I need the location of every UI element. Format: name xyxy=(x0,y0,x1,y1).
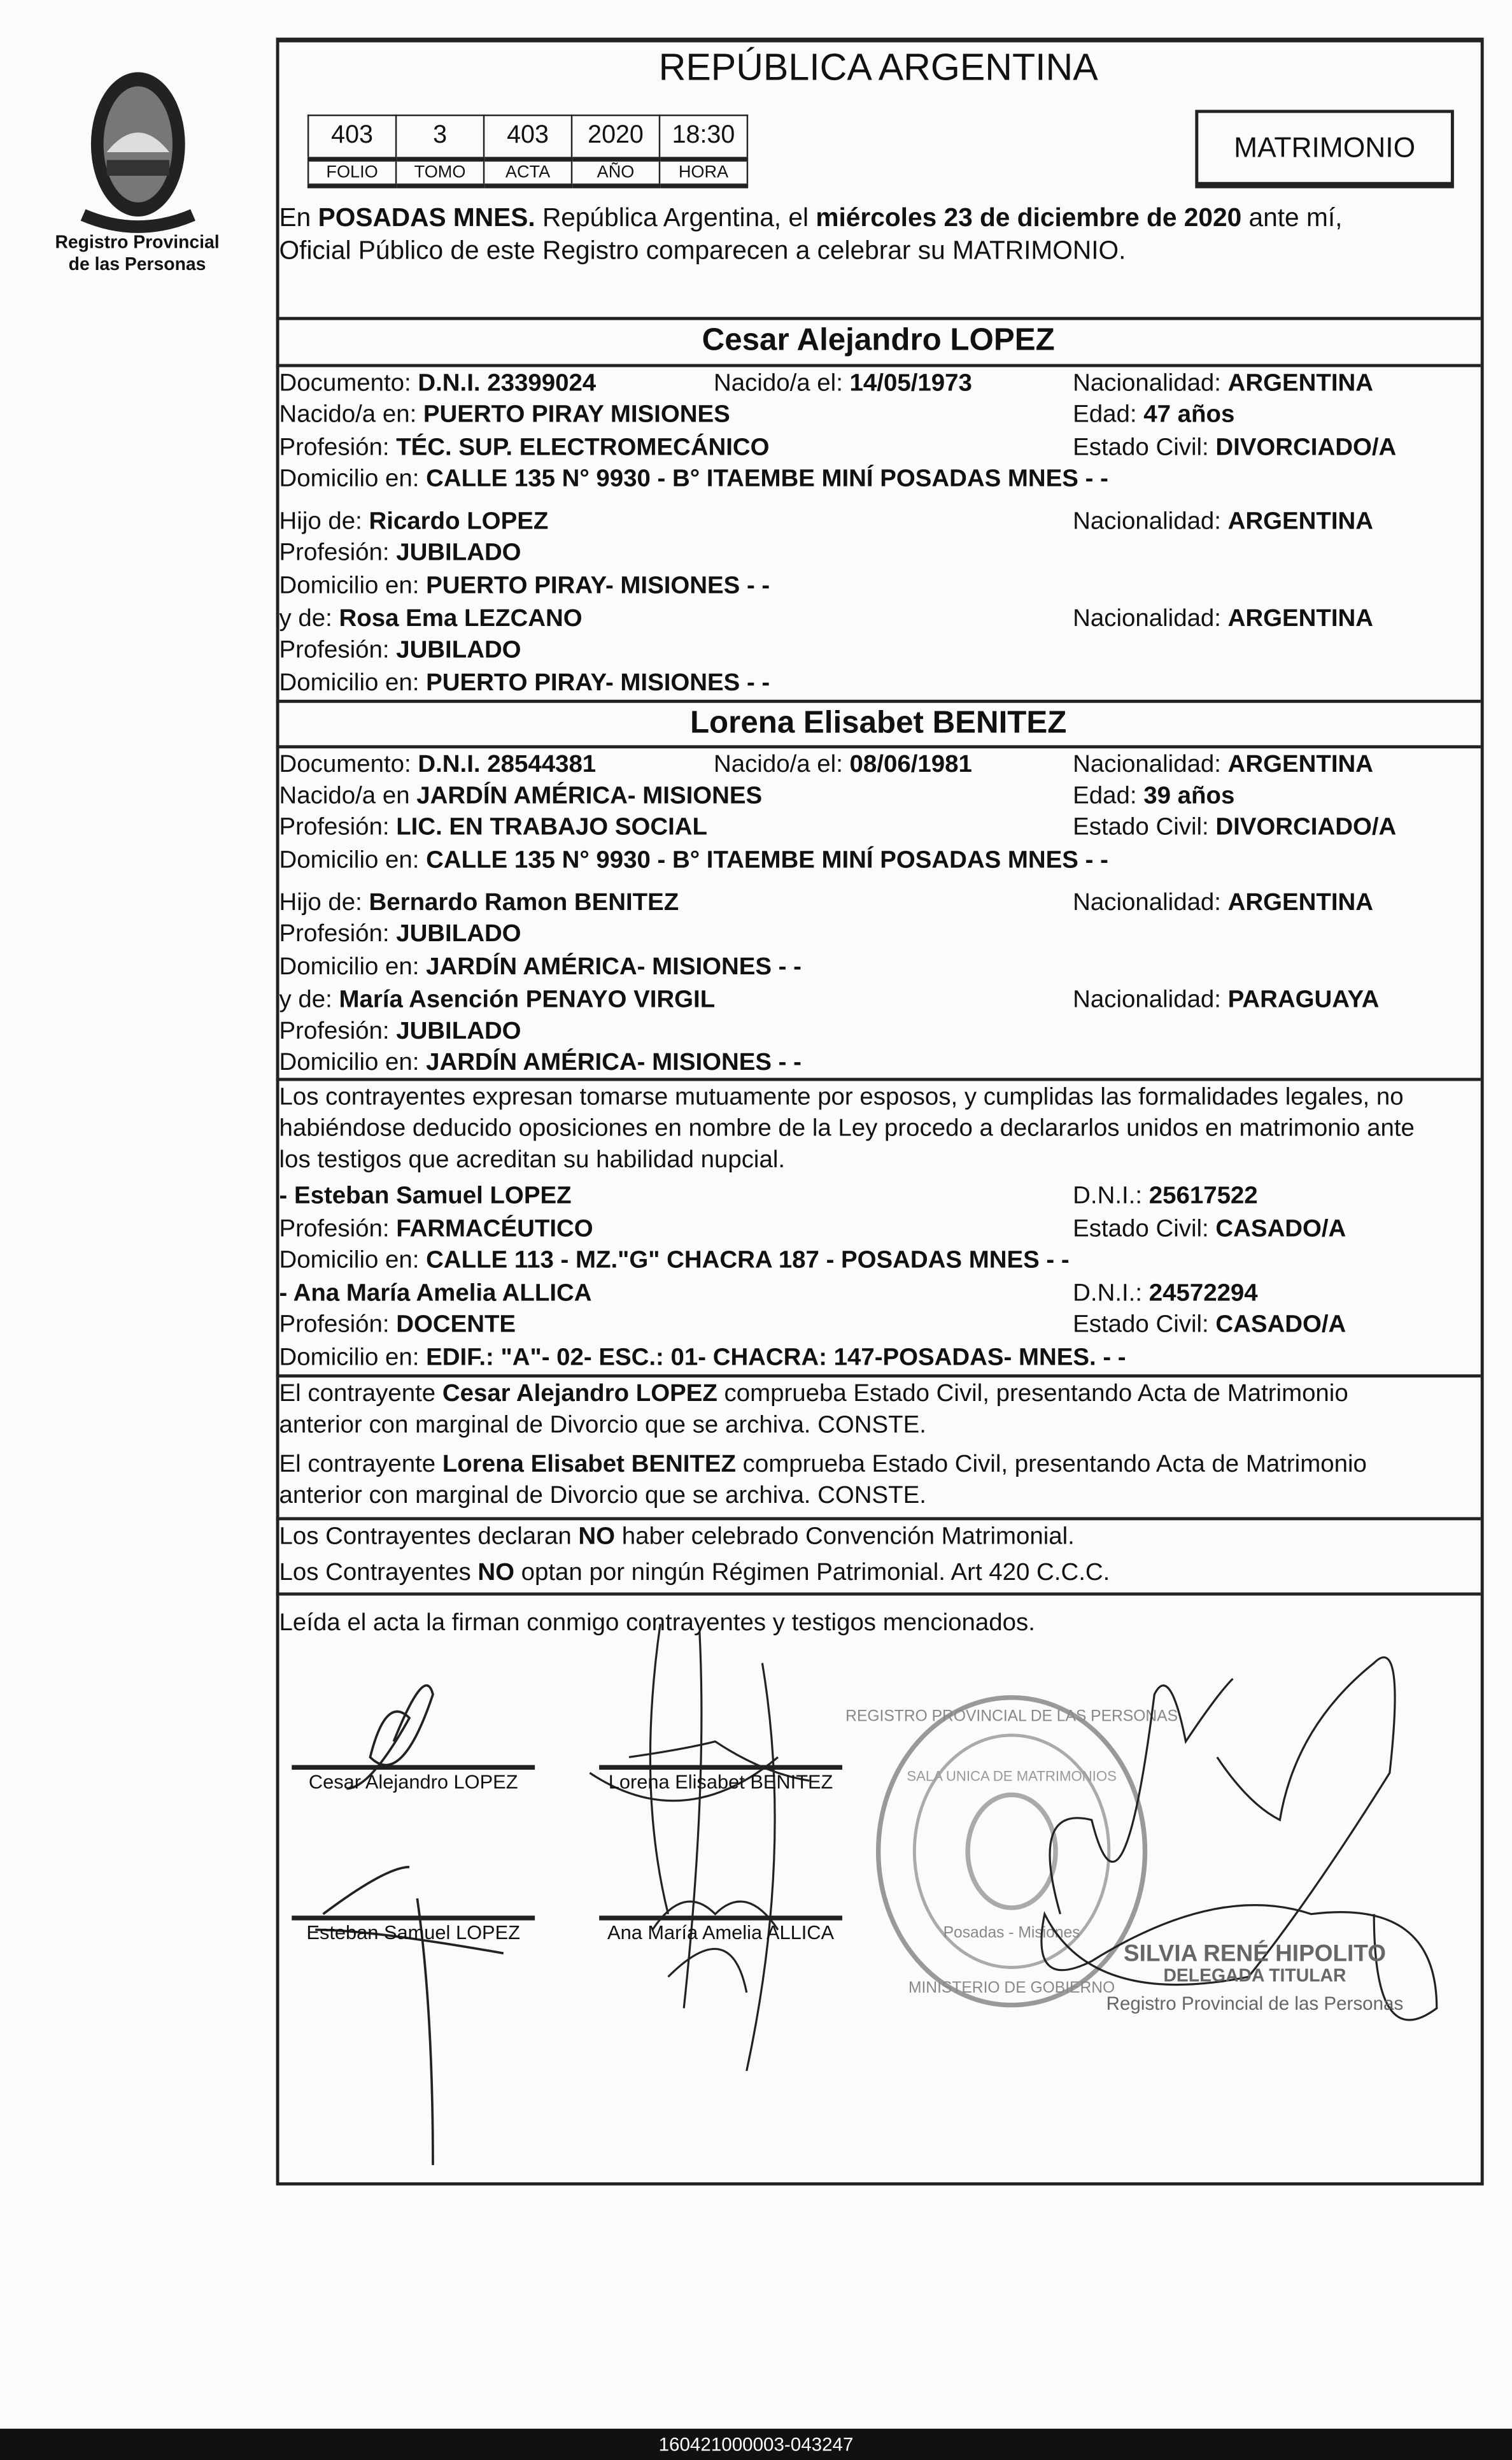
spouse2-father-address: Domicilio en: JARDÍN AMÉRICA- MISIONES - - xyxy=(279,953,802,981)
stamp-inner-text: SALA UNICA DE MATRIMONIOS xyxy=(907,1768,1117,1784)
spouse1-mother-address: Domicilio en: PUERTO PIRAY- MISIONES - - xyxy=(279,669,770,697)
acta-label: ACTA xyxy=(484,159,572,186)
declaration-line-3: los testigos que acreditan su habilidad nupcial. xyxy=(279,1146,786,1174)
tomo-label: TOMO xyxy=(396,159,484,186)
spouse2-birthdate: Nacido/a el: 08/06/1981 xyxy=(713,751,972,778)
folio-label: FOLIO xyxy=(308,159,396,186)
spouse1-father-profession: Profesión: JUBILADO xyxy=(279,539,521,567)
spouse1-birthdate: Nacido/a el: 14/05/1973 xyxy=(713,370,972,397)
anio-label: AÑO xyxy=(572,159,660,186)
intro-line-2: Oficial Público de este Registro comparecen a celebrar su MATRIMONIO. xyxy=(279,237,1126,266)
document-type-box: MATRIMONIO xyxy=(1195,110,1454,188)
witness1-dni: D.N.I.: 25617522 xyxy=(1073,1183,1258,1210)
divider xyxy=(276,1593,1481,1596)
hora-label: HORA xyxy=(660,159,747,186)
divider xyxy=(276,317,1481,320)
witness2-civil-status: Estado Civil: CASADO/A xyxy=(1073,1311,1346,1339)
spouse2-profession: Profesión: LIC. EN TRABAJO SOCIAL xyxy=(279,814,708,841)
divider xyxy=(276,1078,1481,1081)
spouse2-mother: y de: María Asención PENAYO VIRGIL xyxy=(279,986,716,1014)
signature-label-witness1: Esteban Samuel LOPEZ xyxy=(306,1922,520,1944)
spouse1-civil-status: Estado Civil: DIVORCIADO/A xyxy=(1073,434,1397,462)
signature-label-spouse2: Lorena Elisabet BENITEZ xyxy=(608,1771,833,1794)
signature-line xyxy=(599,1916,842,1919)
spouse1-mother-profession: Profesión: JUBILADO xyxy=(279,637,521,664)
signature-label-witness2: Ana María Amelia ALLICA xyxy=(607,1922,835,1944)
spouse1-name: Cesar Alejandro LOPEZ xyxy=(702,323,1055,358)
regime-line-1: Los Contrayentes declaran NO haber celebrado Convención Matrimonial. xyxy=(279,1523,1075,1551)
folio-value: 403 xyxy=(308,115,396,159)
stamp-city-text: Posadas - Misiones xyxy=(943,1924,1080,1942)
spouse2-address: Domicilio en: CALLE 135 N° 9930 - B° ITAEMBE MINÍ POSADAS MNES - - xyxy=(279,847,1108,874)
hora-value: 18:30 xyxy=(660,115,747,159)
spouse2-father-nationality: Nacionalidad: ARGENTINA xyxy=(1073,889,1374,916)
divider xyxy=(276,745,1481,748)
witness1-profession: Profesión: FARMACÉUTICO xyxy=(279,1216,593,1243)
spouse2-birthplace: Nacido/a en JARDÍN AMÉRICA- MISIONES xyxy=(279,783,763,810)
spouse1-age: Edad: 47 años xyxy=(1073,401,1235,429)
regime-line-2: Los Contrayentes NO optan por ningún Régimen Patrimonial. Art 420 C.C.C. xyxy=(279,1559,1110,1586)
registry-caption xyxy=(31,232,243,276)
civil-check-1-line-1: El contrayente Cesar Alejandro LOPEZ comprueba Estado Civil, presentando Acta de Matrimonio xyxy=(279,1381,1348,1407)
spouse2-father-profession: Profesión: JUBILADO xyxy=(279,921,521,948)
signature-line xyxy=(292,1916,535,1919)
signature-line xyxy=(599,1765,842,1769)
spouse2-mother-nationality: Nacionalidad: PARAGUAYA xyxy=(1073,986,1380,1014)
spouse1-father: Hijo de: Ricardo LOPEZ xyxy=(279,508,549,536)
divider xyxy=(276,1517,1481,1520)
spouse1-mother-nationality: Nacionalidad: ARGENTINA xyxy=(1073,605,1374,632)
spouse2-document: Documento: D.N.I. 28544381 xyxy=(279,751,597,778)
spouse2-name: Lorena Elisabet BENITEZ xyxy=(689,706,1067,741)
tomo-value: 3 xyxy=(396,115,484,159)
signature-line xyxy=(292,1765,535,1769)
civil-check-2-line-2: anterior con marginal de Divorcio que se archiva. CONSTE. xyxy=(279,1482,926,1510)
spouse1-address: Domicilio en: CALLE 135 N° 9930 - B° ITAEMBE MINÍ POSADAS MNES - - xyxy=(279,466,1108,493)
spouse2-mother-address: Domicilio en: JARDÍN AMÉRICA- MISIONES - - xyxy=(279,1049,802,1077)
witness2-name: - Ana María Amelia ALLICA xyxy=(279,1280,592,1307)
handwritten-signatures xyxy=(276,1600,1481,2165)
divider xyxy=(276,1374,1481,1377)
civil-check-2-line-1: El contrayente Lorena Elisabet BENITEZ comprueba Estado Civil, presentando Acta de Matrimonio xyxy=(279,1451,1367,1478)
declaration-line-2: habiéndose deducido oposiciones en nombre de la Ley procedo a declararlos unidos en matrimonio ante xyxy=(279,1115,1415,1142)
witness1-address: Domicilio en: CALLE 113 - MZ."G" CHACRA 187 - POSADAS MNES - - xyxy=(279,1247,1070,1274)
registry-reference-table xyxy=(307,115,748,188)
spouse1-document: Documento: D.N.I. 23399024 xyxy=(279,370,597,397)
acta-value: 403 xyxy=(484,115,572,159)
spouse1-father-address: Domicilio en: PUERTO PIRAY- MISIONES - - xyxy=(279,572,770,600)
country-title: REPÚBLICA ARGENTINA xyxy=(658,46,1098,90)
province-seal-logo xyxy=(52,66,224,222)
document-barcode-number: 160421000003-043247 xyxy=(0,2429,1512,2460)
spouse1-nationality: Nacionalidad: ARGENTINA xyxy=(1073,370,1374,397)
spouse2-mother-profession: Profesión: JUBILADO xyxy=(279,1018,521,1045)
official-name: SILVIA RENÉ HIPOLITO xyxy=(1123,1940,1386,1968)
spouse2-age: Edad: 39 años xyxy=(1073,783,1235,810)
divider xyxy=(276,700,1481,703)
stamp-outer-text: REGISTRO PROVINCIAL DE LAS PERSONAS xyxy=(845,1707,1178,1725)
spouse2-nationality: Nacionalidad: ARGENTINA xyxy=(1073,751,1374,778)
intro-line-1: En POSADAS MNES. República Argentina, el miércoles 23 de diciembre de 2020 ante mí, xyxy=(279,204,1343,232)
witness2-dni: D.N.I.: 24572294 xyxy=(1073,1280,1258,1307)
witness1-name: - Esteban Samuel LOPEZ xyxy=(279,1183,572,1210)
spouse1-profession: Profesión: TÉC. SUP. ELECTROMECÁNICO xyxy=(279,434,770,462)
signature-label-spouse1: Cesar Alejandro LOPEZ xyxy=(308,1771,518,1794)
spouse1-birthplace: Nacido/a en: PUERTO PIRAY MISIONES xyxy=(279,401,730,429)
spouse1-father-nationality: Nacionalidad: ARGENTINA xyxy=(1073,508,1374,536)
spouse2-civil-status: Estado Civil: DIVORCIADO/A xyxy=(1073,814,1397,841)
spouse1-mother: y de: Rosa Ema LEZCANO xyxy=(279,605,583,632)
stamp-bottom-text: MINISTERIO DE GOBIERNO xyxy=(908,1979,1115,1996)
registry-caption-line1: Registro Provincial xyxy=(55,234,220,253)
civil-check-1-line-2: anterior con marginal de Divorcio que se archiva. CONSTE. xyxy=(279,1412,926,1439)
closing-statement: Leída el acta la firman conmigo contrayentes y testigos mencionados. xyxy=(279,1609,1035,1637)
divider xyxy=(276,364,1481,367)
official-office: Registro Provincial de las Personas xyxy=(1106,1992,1404,2015)
spouse2-father: Hijo de: Bernardo Ramon BENITEZ xyxy=(279,889,679,916)
witness1-civil-status: Estado Civil: CASADO/A xyxy=(1073,1216,1346,1243)
official-role: DELEGADA TITULAR xyxy=(1163,1967,1346,1987)
anio-value: 2020 xyxy=(572,115,660,159)
declaration-line-1: Los contrayentes expresan tomarse mutuamente por esposos, y cumplidas las formalidades legales, no xyxy=(279,1084,1404,1111)
witness2-profession: Profesión: DOCENTE xyxy=(279,1311,516,1339)
registry-caption-line2: de las Personas xyxy=(68,255,206,275)
witness2-address: Domicilio en: EDIF.: "A"- 02- ESC.: 01- CHACRA: 147-POSADAS- MNES. - - xyxy=(279,1344,1126,1372)
